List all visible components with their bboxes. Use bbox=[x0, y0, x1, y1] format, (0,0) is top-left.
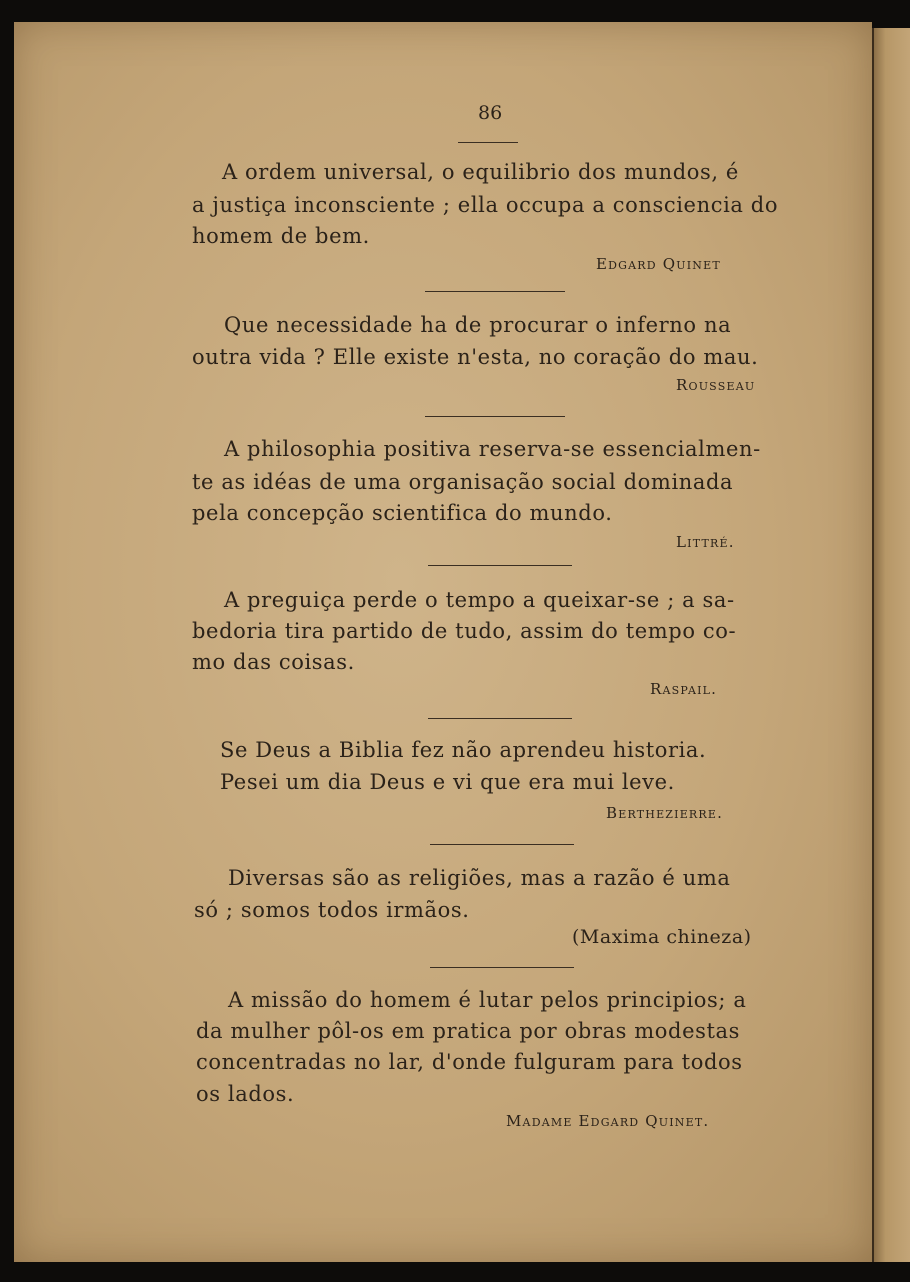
quote-line: Pesei um dia Deus e vi que era mui leve. bbox=[220, 770, 675, 794]
quote-author: Littré. bbox=[676, 533, 735, 551]
quote-line: pela concepção scientifica do mundo. bbox=[192, 501, 613, 525]
quote-line: bedoria tira partido de tudo, assim do tempo co- bbox=[192, 619, 737, 643]
adjacent-page-edge bbox=[872, 28, 910, 1262]
quote-line: concentradas no lar, d'onde fulguram para todos bbox=[196, 1050, 743, 1074]
quote-line: da mulher pôl-os em pratica por obras modestas bbox=[196, 1019, 741, 1043]
quote-author: Edgard Quinet bbox=[596, 255, 721, 273]
separator-rule bbox=[428, 718, 572, 719]
page-number-rule bbox=[458, 142, 518, 143]
separator-rule bbox=[430, 844, 574, 845]
quote-line: Se Deus a Biblia fez não aprendeu historia. bbox=[220, 738, 707, 762]
quote-line: a justiça inconsciente ; ella occupa a consciencia do bbox=[192, 193, 779, 217]
quote-line: mo das coisas. bbox=[192, 650, 355, 674]
quote-line: Diversas são as religiões, mas a razão é uma bbox=[228, 866, 731, 890]
quote-line: A ordem universal, o equilibrio dos mundos, é bbox=[222, 160, 739, 184]
quote-line: os lados. bbox=[196, 1082, 295, 1106]
quote-line: outra vida ? Elle existe n'esta, no coração do mau. bbox=[192, 345, 759, 369]
quote-line: homem de bem. bbox=[192, 224, 370, 248]
quote-line: A philosophia positiva reserva-se essencialmen- bbox=[224, 437, 761, 461]
quote-line: A preguiça perde o tempo a queixar-se ; a sa- bbox=[224, 588, 735, 612]
quote-line: Que necessidade ha de procurar o inferno na bbox=[224, 313, 732, 337]
separator-rule bbox=[425, 291, 565, 292]
quote-author: Rousseau bbox=[676, 376, 756, 394]
quote-line: A missão do homem é lutar pelos principios; a bbox=[228, 988, 747, 1012]
quote-author: Madame Edgard Quinet. bbox=[506, 1112, 710, 1130]
quote-line: te as idéas de uma organisação social dominada bbox=[192, 470, 734, 494]
separator-rule bbox=[428, 565, 572, 566]
quote-author: Raspail. bbox=[650, 680, 718, 698]
quote-author: Berthezierre. bbox=[606, 804, 724, 822]
separator-rule bbox=[425, 416, 565, 417]
page-number: 86 bbox=[478, 102, 503, 124]
separator-rule bbox=[430, 967, 574, 968]
quote-author: (Maxima chineza) bbox=[572, 926, 752, 948]
quote-line: só ; somos todos irmãos. bbox=[194, 898, 470, 922]
